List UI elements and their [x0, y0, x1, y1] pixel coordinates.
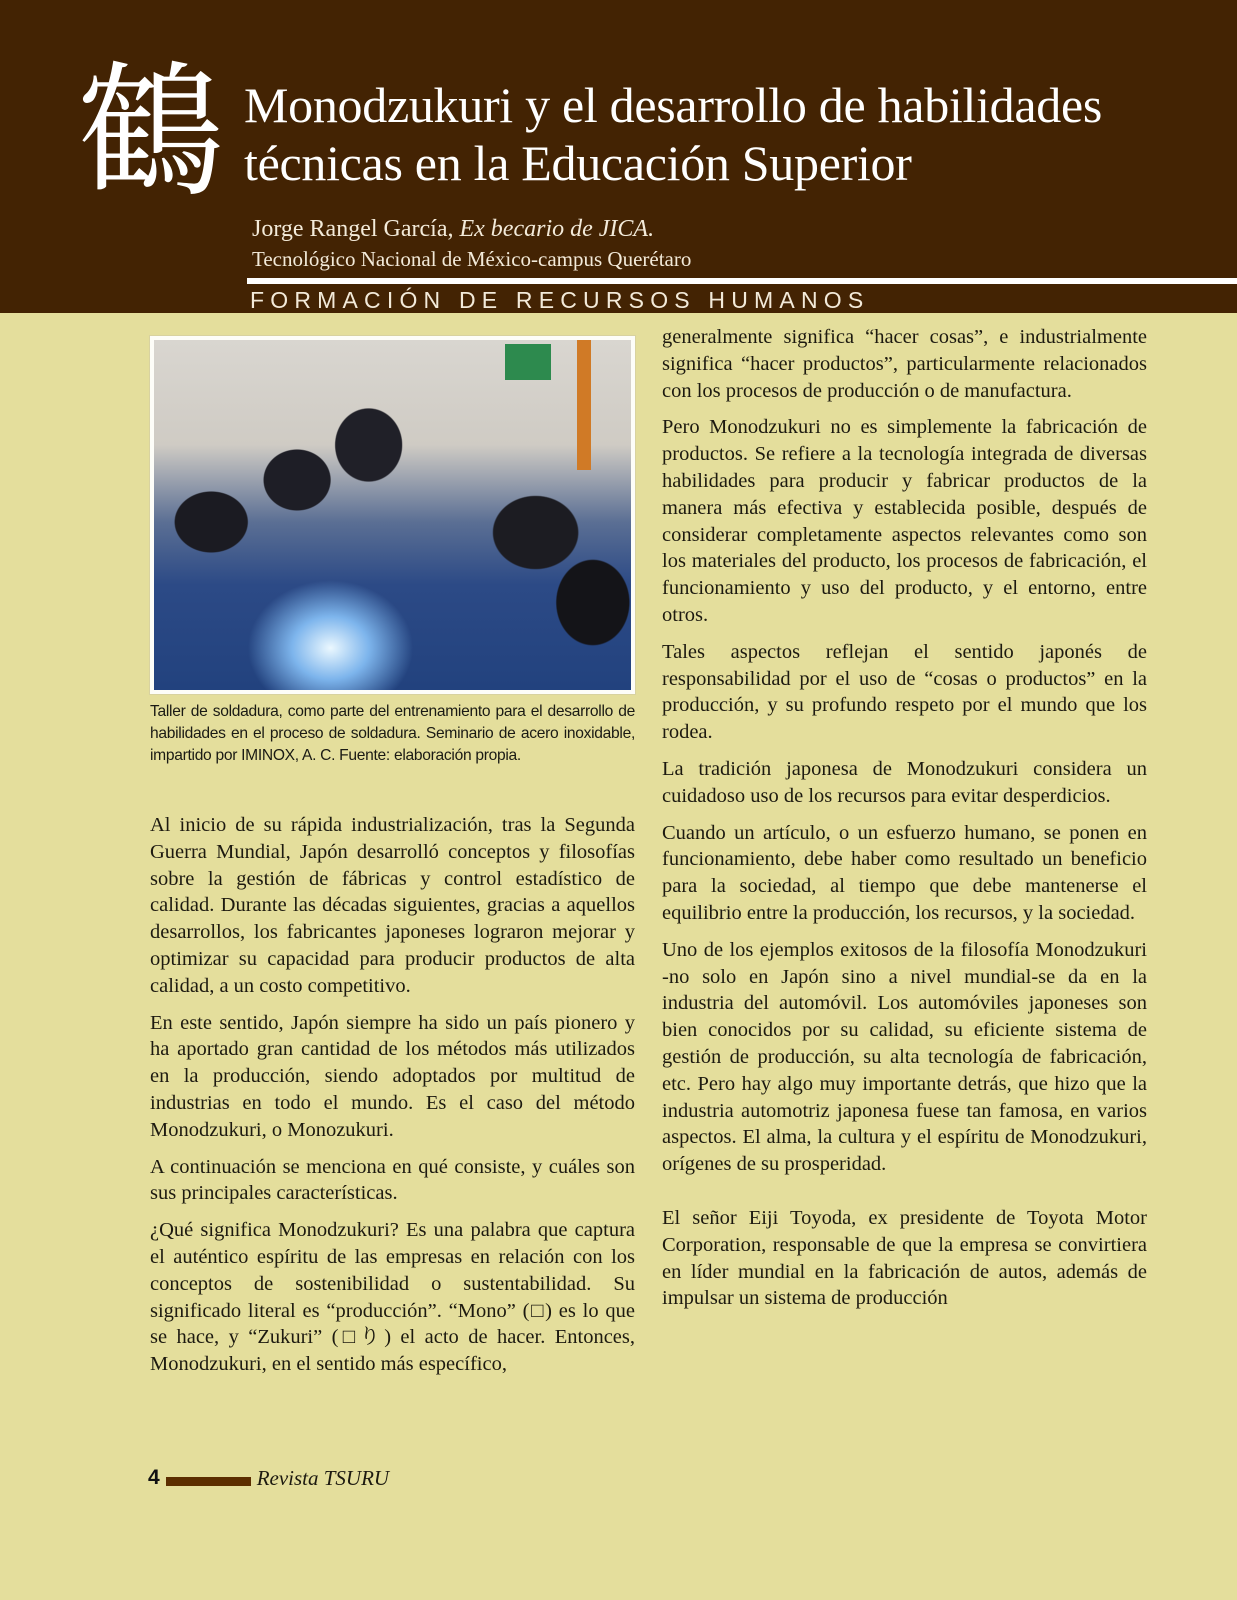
author-line [252, 214, 654, 244]
paragraph: ¿Qué significa Monodzukuri? Es una palabra que captura el auténtico espíritu de las empresas en relación con los conceptos de sostenibilidad o sustentabilidad. Su significado literal es “producción”. “Mono” (□) es lo que se hace, y “Zukuri” (□り) el acto de hacer. Entonces, Monodzukuri, en el sentido más específico, [150, 1219, 635, 1376]
article-title: Monodzukuri y el desarrollo de habilidades técnicas en la Educación Superior [244, 77, 1103, 191]
paragraph: Cuando un artículo, o un esfuerzo humano, se ponen en funcionamiento, debe haber como resultado un beneficio para la sociedad, al tiempo que debe mantenerse el equilibrio entre la producción, los recursos, y la sociedad. [662, 821, 1147, 924]
paragraph: La tradición japonesa de Monodzukuri considera un cuidadoso uso de los recursos para evitar desperdicios. [662, 757, 1147, 807]
paragraph: A continuación se menciona en qué consiste, y cuáles son sus principales características. [150, 1155, 635, 1205]
right-column [662, 324, 1147, 1322]
paragraph: Uno de los ejemplos exitosos de la filosofía Monodzukuri -no solo en Japón sino a nivel mundial-se da en la industria del automóvil. Los automóviles japoneses son bien conocidos por su calidad, su eficiente sistema de gestión de producción, su alta tecnología de fabricación, etc. Pero hay algo muy importante detrás, que hizo que la industria automotriz japonesa fuese tan famosa, en varios aspectos. El alma, la cultura y el espíritu de Monodzukuri, orígenes de su prosperidad. [662, 938, 1147, 1176]
tsuru-kanji-logo: 鶴 [78, 48, 224, 218]
left-column [150, 812, 635, 1388]
paragraph: generalmente significa “hacer cosas”, e industrialmente significa “hacer productos”, particularmente relacionados con los procesos de producción o de manufactura. [662, 326, 1147, 402]
author-role: Ex becario de JICA. [459, 216, 655, 242]
paragraph: Pero Monodzukuri no es simplemente la fabricación de productos. Se refiere a la tecnología integrada de diversas habilidades para producir y fabricar productos de la manera más efectiva y establecida posible, después de considerar completamente aspectos relevantes como son los materiales del producto, los procesos de fabricación, el funcionamiento y uso del producto, y el entorno, entre otros. [662, 416, 1147, 626]
paragraph: Tales aspectos reflejan el sentido japonés de responsabilidad por el uso de “cosas o productos” en la producción, y su profundo respeto por el mundo que los rodea. [662, 640, 1147, 744]
page-number: 4 [148, 1466, 160, 1489]
author-name: Jorge Rangel García, [252, 216, 454, 242]
author-affiliation: Tecnológico Nacional de México-campus Querétaro [252, 247, 692, 271]
header-band [0, 0, 1237, 313]
paragraph: Al inicio de su rápida industrialización, tras la Segunda Guerra Mundial, Japón desarrolló conceptos y filosofías sobre la gestión de fábricas y control estadístico de calidad. Durante las décadas siguientes, gracias a aquellos desarrollos, los fabricantes japoneses lograron mejorar y optimizar su capacidad para producir productos de alta calidad, a un costo competitivo. [150, 814, 635, 997]
paragraph: En este sentido, Japón siempre ha sido un país pionero y ha aportado gran cantidad de los métodos más utilizados en la producción, siendo adoptados por multitud de industrias en todo el mundo. Es el caso del método Monodzukuri, o Monozukuri. [150, 1011, 635, 1141]
header-divider [247, 278, 1237, 284]
figure-caption: Taller de soldadura, como parte del entrenamiento para el desarrollo de habilidades en el proceso de soldadura. Seminario de acero inoxidable, impartido por IMINOX, A. C. Fuente: elaboración propia. [150, 703, 635, 764]
welding-workshop-photo [154, 340, 631, 690]
section-label: FORMACIÓN DE RECURSOS HUMANOS [250, 287, 870, 313]
journal-name: Revista TSURU [256, 1465, 390, 1490]
exit-sign [505, 344, 551, 380]
orange-pipe [577, 340, 591, 470]
paragraph: El señor Eiji Toyoda, ex presidente de Toyota Motor Corporation, responsable de que la empresa se convirtiera en líder mundial en la fabricación de autos, además de impulsar un sistema de producción [662, 1206, 1147, 1310]
footer-bar [166, 1477, 251, 1486]
page-footer [148, 1463, 389, 1493]
figure-frame [150, 336, 635, 694]
